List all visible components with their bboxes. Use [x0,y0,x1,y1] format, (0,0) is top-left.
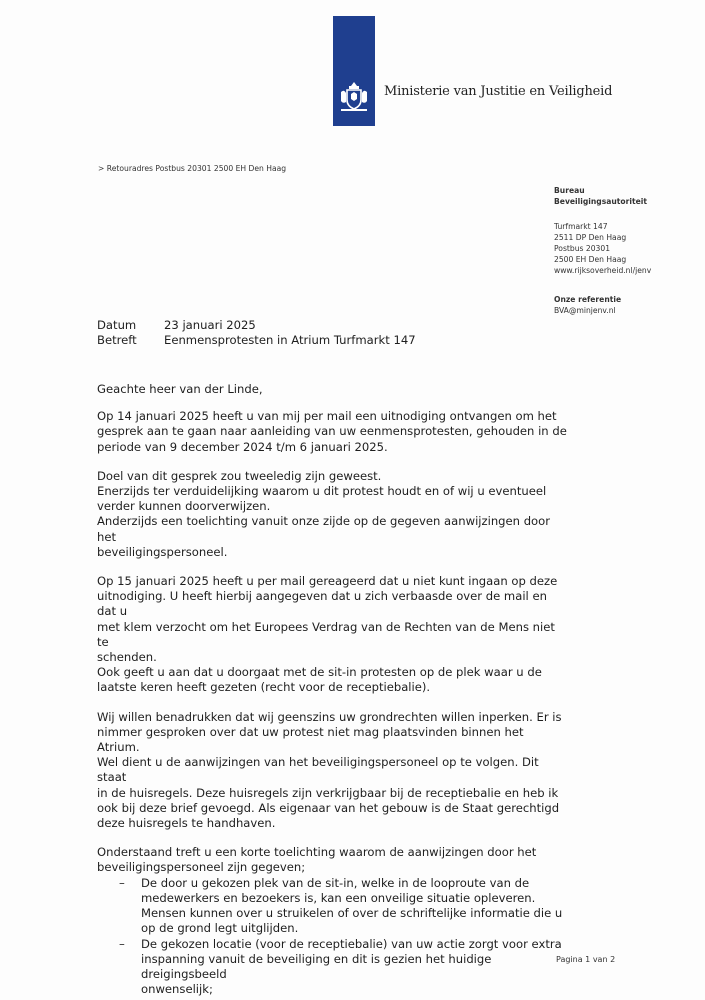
department-line1: Bureau [554,186,585,195]
paragraph: Wij willen benadrukken dat wij geenszins uw grondrechten willen inperken. Er is nimmer gesproken over dat uw protest niet mag plaatsvinden binnen het Atrium. Wel dient u de aanwijzingen van het beveiligingspersoneel op te volgen. Dit staat in de huisregels. Deze huisregels zijn verkrijgbaar bij de receptiebalie en heb ik ook bij deze brief gevoegd. Als eigenaar van het gebouw is de Staat gerechtigd deze huisregels te handhaven. [97,709,562,831]
department-line2: Beveiligingsautoriteit [554,197,647,206]
subject-label: Betreft [97,333,137,347]
reference-label: Onze referentie [554,295,622,304]
page-number: Pagina 1 van 2 [556,955,616,964]
ministry-name: Ministerie van Justitie en Veiligheid [384,84,613,99]
return-address: > Retouradres Postbus 20301 2500 EH Den Haag [98,164,287,173]
sender-sidebar [554,185,651,316]
address-line: Turfmarkt 147 [554,222,608,231]
letter-meta [97,318,416,348]
list-item: – De door u gekozen plek van de sit-in, welke in de looproute van de medewerkers en bezoekers is, kan een onveilige situatie opleveren. Mensen kunnen over u struikelen of over de schriftelijke informatie die u op de grond legt uitglijden. [97,876,567,937]
date-label: Datum [97,318,137,332]
date-value: 23 januari 2025 [164,318,256,332]
paragraph: Doel van dit gesprek zou tweeledig zijn geweest. Enerzijds ter verduidelijking waarom u dit protest houdt en of wij u eventueel verder kunnen doorverwijzen. Anderzijds een toelichting vanuit onze zijde op de gegeven aanwijzingen door het beveiligingspersoneel. [97,468,551,559]
website-link[interactable]: www.rijksoverheid.nl/jenv [554,266,652,275]
address-line: 2511 DP Den Haag [554,233,627,242]
reference-value: BVA@minjenv.nl [554,306,616,315]
explanation-list [97,876,567,998]
address-line: Postbus 20301 [554,244,611,253]
paragraph: Op 14 januari 2025 heeft u van mij per mail een uitnodiging ontvangen om het gesprek aan te gaan naar aanleiding van uw eenmensprotesten, gehouden in de periode van 9 december 2024 t/m 6 januari 2025. [97,409,567,454]
subject-value: Eenmensprotesten in Atrium Turfmarkt 147 [164,333,416,347]
coat-of-arms-icon [338,80,370,114]
address-line: 2500 EH Den Haag [554,255,627,264]
list-item: – De gekozen locatie (voor de receptiebalie) van uw actie zorgt voor extra inspanning vanuit de beveiliging en dit is gezien het huidige dreigingsbeeld onwenselijk; [97,937,567,998]
salutation: Geachte heer van der Linde, [97,382,263,396]
letter-body [97,382,567,997]
list-intro: Onderstaand treft u een korte toelichting waarom de aanwijzingen door het beveiligingspersoneel zijn gegeven; [97,845,537,875]
paragraph: Op 15 januari 2025 heeft u per mail gereageerd dat u niet kunt ingaan op deze uitnodiging. U heeft hierbij aangegeven dat u zich verbaasde over de mail en dat u met klem verzocht om het Europees Verdrag van de Rechten van de Mens niet te schenden. Ook geeft u aan dat u doorgaat met de sit-in protesten op de plek waar u de laatste keren heeft gezeten (recht voor de receptiebalie). [97,574,558,695]
